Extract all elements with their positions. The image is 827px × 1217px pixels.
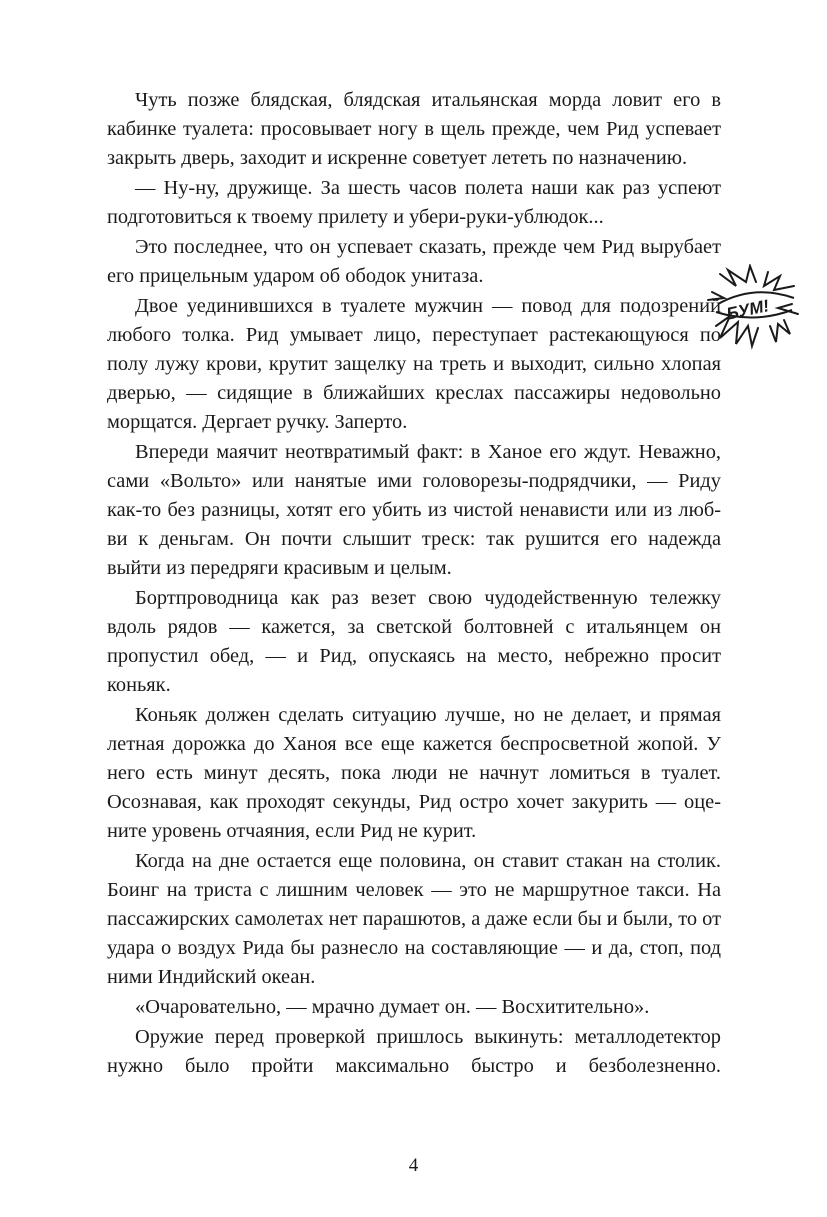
paragraph-5: Впереди маячит неотвратимый факт: в Ханое его ждут. Неважно, сами «Вольто» или нанятые ими головорезы-подрядчики, — Риду как-то без разницы, хотят его убить из чистой ненависти или из любви к деньгам. Он почти слышит треск: так рушится его надежда выйти из передряги красивым и целым. [107, 441, 721, 579]
paragraph-10: Оружие перед проверкой пришлось выкинуть: металлодетектор нужно было пройти максимально быстро и безболезненно. [107, 1026, 721, 1077]
paragraph-7: Коньяк должен сделать ситуацию лучше, но не делает, и прямая летная дорожка до Ханоя все еще кажется беспросветной жопой. У него есть минут десять, пока люди не начнут ломиться в туалет. Осознавая, как проходят секунды, Рид остро хочет закурить — оцените уровень отчаяния, если Рид не курит. [107, 704, 721, 842]
paragraph-8: Когда на дне остается еще половина, он ставит стакан на столик. Боинг на триста с лишним человек — это не маршрутное такси. На пассажирских самолетах нет парашютов, а даже если бы и были, то от удара о воздух Рида бы разнесло на составляющие — и да, стоп, под ними Индийский океан. [107, 850, 721, 988]
paragraph-9: «Очаровательно, — мрачно думает он. — Восхитительно». [135, 996, 650, 1018]
page-body [107, 86, 721, 1082]
paragraph-4: Двое уединившихся в туалете мужчин — повод для подозрений любого толка. Рид умывает лицо, переступает растекающуюся по полу лужу крови, крутит защелку на треть и выходит, сильно хлопая дверью, — сидящие в ближайших креслах пассажиры недовольно морщатся. Дергает ручку. Заперто. [107, 295, 721, 433]
paragraph-3: Это последнее, что он успевает сказать, прежде чем Рид вырубает его прицельным ударом об ободок унитаза. [107, 236, 721, 287]
paragraph-1: Чуть позже блядская, блядская итальянская морда ловит его в кабинке туалета: просовывает ногу в щель прежде, чем Рид успевает закрыть дверь, заходит и искренне советует лететь по назначению. [107, 89, 721, 169]
paragraph-2: — Ну-ну, дружище. За шесть часов полета наши как раз успеют подготовиться к твоему прилету и убери-руки-ублюдок... [107, 177, 721, 228]
boom-burst-icon [706, 264, 800, 350]
boom-text: БУМ! [724, 296, 771, 324]
page-number: 4 [408, 1155, 419, 1176]
paragraph-6: Бортпроводница как раз везет свою чудодейственную тележку вдоль рядов — кажется, за светской болтовней с итальянцем он пропустил обед, — и Рид, опускаясь на место, небрежно просит коньяк. [107, 587, 721, 696]
